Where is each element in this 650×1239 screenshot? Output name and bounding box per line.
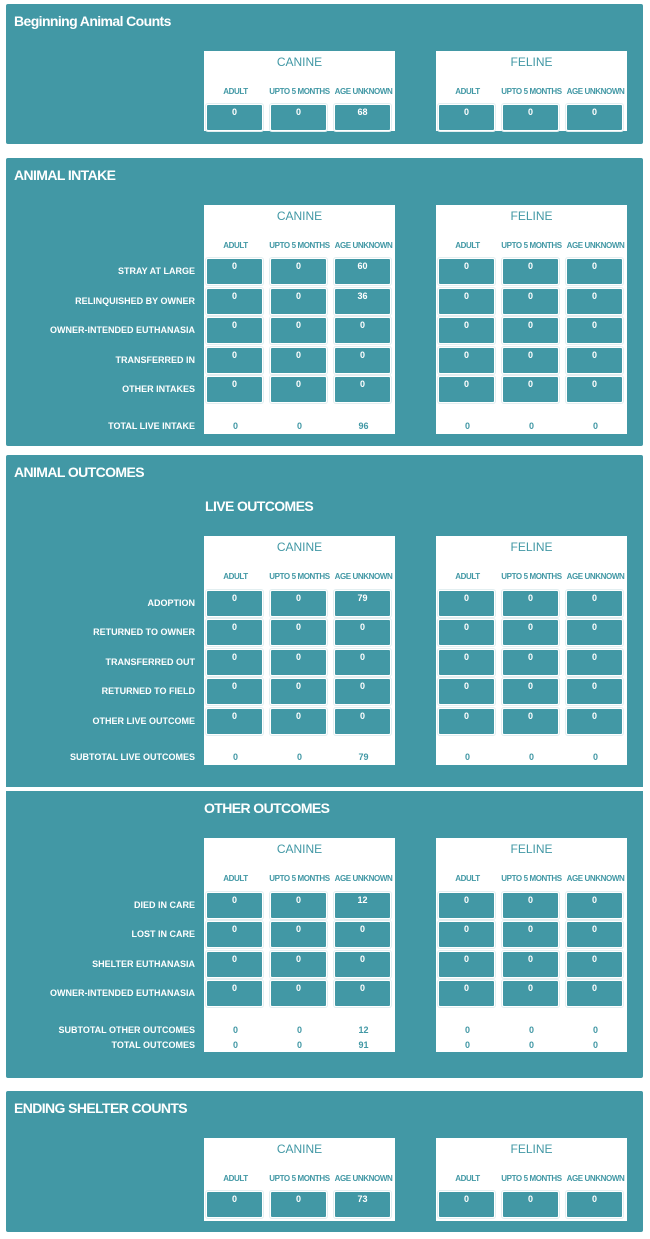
row-label: OTHER INTAKES bbox=[122, 384, 195, 394]
count-field[interactable]: 0 bbox=[566, 317, 623, 344]
count-field[interactable]: 0 bbox=[502, 104, 559, 131]
species-name: CANINE bbox=[276, 842, 323, 856]
total-value: 79 bbox=[358, 752, 369, 762]
count-field[interactable]: 0 bbox=[502, 288, 559, 315]
row-label: TRANSFERRED IN bbox=[115, 355, 195, 365]
count-field[interactable]: 12 bbox=[334, 892, 391, 919]
column-header: AGE UNKNOWN bbox=[334, 87, 393, 96]
count-field[interactable]: 0 bbox=[502, 708, 559, 735]
column-header: UPTO 5 MONTHS bbox=[269, 874, 330, 883]
canine-table bbox=[204, 536, 395, 765]
count-field[interactable]: 0 bbox=[206, 258, 263, 285]
row-label: STRAY AT LARGE bbox=[117, 266, 195, 276]
count-field[interactable]: 0 bbox=[438, 980, 495, 1007]
count-field[interactable]: 0 bbox=[270, 951, 327, 978]
count-field[interactable]: 0 bbox=[502, 921, 559, 948]
total-value: 0 bbox=[296, 1025, 302, 1035]
row-label: DIED IN CARE bbox=[133, 900, 195, 910]
species-name: FELINE bbox=[510, 209, 553, 223]
species-name: CANINE bbox=[276, 55, 323, 69]
column-header: AGE UNKNOWN bbox=[334, 874, 393, 883]
count-field[interactable]: 0 bbox=[502, 980, 559, 1007]
count-field[interactable]: 0 bbox=[566, 590, 623, 617]
column-header: UPTO 5 MONTHS bbox=[269, 572, 330, 581]
count-field[interactable]: 0 bbox=[502, 317, 559, 344]
count-field[interactable]: 0 bbox=[502, 590, 559, 617]
column-header: AGE UNKNOWN bbox=[566, 874, 625, 883]
section-divider bbox=[0, 787, 650, 791]
feline-table bbox=[436, 536, 627, 765]
count-field[interactable]: 0 bbox=[438, 921, 495, 948]
count-field[interactable]: 0 bbox=[270, 590, 327, 617]
row-label: ADOPTION bbox=[147, 598, 195, 608]
section-title: Beginning Animal Counts bbox=[14, 13, 171, 29]
count-field[interactable]: 0 bbox=[270, 258, 327, 285]
count-field[interactable]: 0 bbox=[206, 317, 263, 344]
column-header: ADULT bbox=[455, 874, 480, 883]
row-label: RETURNED TO OWNER bbox=[93, 627, 195, 637]
count-field[interactable]: 73 bbox=[334, 1191, 391, 1218]
species-name: FELINE bbox=[510, 842, 553, 856]
column-header: ADULT bbox=[455, 572, 480, 581]
count-field[interactable]: 79 bbox=[334, 590, 391, 617]
count-field[interactable]: 0 bbox=[502, 376, 559, 403]
count-field[interactable]: 0 bbox=[206, 951, 263, 978]
total-value: 91 bbox=[358, 1040, 369, 1050]
count-field[interactable]: 0 bbox=[270, 649, 327, 676]
count-field[interactable]: 0 bbox=[334, 649, 391, 676]
count-field[interactable]: 0 bbox=[502, 649, 559, 676]
count-field[interactable]: 0 bbox=[502, 258, 559, 285]
total-value: 0 bbox=[528, 752, 534, 762]
total-value: 0 bbox=[592, 1040, 598, 1050]
column-header: AGE UNKNOWN bbox=[566, 87, 625, 96]
total-label: TOTAL LIVE INTAKE bbox=[108, 421, 195, 431]
count-field[interactable]: 0 bbox=[566, 980, 623, 1007]
count-field[interactable]: 0 bbox=[334, 678, 391, 705]
count-field[interactable]: 0 bbox=[438, 892, 495, 919]
total-value: 0 bbox=[592, 752, 598, 762]
count-field[interactable]: 0 bbox=[206, 892, 263, 919]
row-label: OWNER-INTENDED EUTHANASIA bbox=[50, 988, 195, 998]
row-label: TRANSFERRED OUT bbox=[105, 657, 195, 667]
count-field[interactable]: 0 bbox=[502, 347, 559, 374]
total-label: TOTAL OUTCOMES bbox=[111, 1040, 195, 1050]
canine-table bbox=[204, 205, 395, 434]
count-field[interactable]: 0 bbox=[206, 708, 263, 735]
count-field[interactable]: 0 bbox=[334, 921, 391, 948]
total-value: 0 bbox=[232, 1025, 238, 1035]
canine-table bbox=[204, 1138, 395, 1221]
feline-table bbox=[436, 838, 627, 1052]
count-field[interactable]: 0 bbox=[502, 678, 559, 705]
total-value: 0 bbox=[592, 1025, 598, 1035]
column-header: AGE UNKNOWN bbox=[334, 572, 393, 581]
column-header: AGE UNKNOWN bbox=[566, 1174, 625, 1183]
total-value: 0 bbox=[296, 421, 302, 431]
count-field[interactable]: 0 bbox=[270, 892, 327, 919]
column-header: ADULT bbox=[223, 87, 248, 96]
count-field[interactable]: 0 bbox=[334, 619, 391, 646]
count-field[interactable]: 0 bbox=[270, 288, 327, 315]
total-value: 0 bbox=[296, 1040, 302, 1050]
column-header: ADULT bbox=[223, 874, 248, 883]
count-field[interactable]: 0 bbox=[438, 951, 495, 978]
count-field[interactable]: 0 bbox=[270, 921, 327, 948]
count-field[interactable]: 0 bbox=[206, 1191, 263, 1218]
count-field[interactable]: 0 bbox=[502, 951, 559, 978]
count-field[interactable]: 0 bbox=[438, 288, 495, 315]
count-field[interactable]: 0 bbox=[566, 649, 623, 676]
total-value: 0 bbox=[232, 1040, 238, 1050]
column-header: ADULT bbox=[455, 241, 480, 250]
species-name: FELINE bbox=[510, 540, 553, 554]
count-field[interactable]: 0 bbox=[566, 104, 623, 131]
column-header: AGE UNKNOWN bbox=[334, 241, 393, 250]
count-field[interactable]: 0 bbox=[270, 376, 327, 403]
section-title: ANIMAL OUTCOMES bbox=[14, 464, 144, 480]
total-value: 0 bbox=[464, 752, 470, 762]
section-title: ENDING SHELTER COUNTS bbox=[14, 1100, 188, 1116]
count-field[interactable]: 0 bbox=[502, 892, 559, 919]
total-value: 0 bbox=[528, 1025, 534, 1035]
count-field[interactable]: 0 bbox=[438, 376, 495, 403]
count-field[interactable]: 0 bbox=[270, 708, 327, 735]
count-field[interactable]: 0 bbox=[334, 376, 391, 403]
feline-table bbox=[436, 205, 627, 434]
column-header: UPTO 5 MONTHS bbox=[269, 87, 330, 96]
row-label: SHELTER EUTHANASIA bbox=[92, 959, 195, 969]
count-field[interactable]: 0 bbox=[566, 951, 623, 978]
count-field[interactable]: 0 bbox=[270, 347, 327, 374]
count-field[interactable]: 0 bbox=[438, 590, 495, 617]
count-field[interactable]: 0 bbox=[566, 892, 623, 919]
row-label: OTHER LIVE OUTCOME bbox=[92, 716, 195, 726]
species-name: CANINE bbox=[276, 209, 323, 223]
count-field[interactable]: 0 bbox=[206, 921, 263, 948]
row-label: RETURNED TO FIELD bbox=[101, 686, 195, 696]
count-field[interactable]: 60 bbox=[334, 258, 391, 285]
row-label: OWNER-INTENDED EUTHANASIA bbox=[50, 325, 195, 335]
species-name: CANINE bbox=[276, 1142, 323, 1156]
column-header: UPTO 5 MONTHS bbox=[501, 874, 562, 883]
count-field[interactable]: 0 bbox=[438, 649, 495, 676]
column-header: UPTO 5 MONTHS bbox=[269, 1174, 330, 1183]
count-field[interactable]: 0 bbox=[438, 104, 495, 131]
total-label: SUBTOTAL LIVE OUTCOMES bbox=[69, 752, 195, 762]
canine-table bbox=[204, 51, 395, 131]
column-header: UPTO 5 MONTHS bbox=[501, 1174, 562, 1183]
count-field[interactable]: 0 bbox=[270, 619, 327, 646]
count-field[interactable]: 0 bbox=[206, 104, 263, 131]
count-field[interactable]: 0 bbox=[270, 980, 327, 1007]
total-value: 0 bbox=[528, 421, 534, 431]
count-field[interactable]: 36 bbox=[334, 288, 391, 315]
total-value: 0 bbox=[592, 421, 598, 431]
feline-table bbox=[436, 1138, 627, 1221]
count-field[interactable]: 0 bbox=[438, 1191, 495, 1218]
feline-table bbox=[436, 51, 627, 131]
count-field[interactable]: 0 bbox=[270, 317, 327, 344]
count-field[interactable]: 0 bbox=[566, 347, 623, 374]
count-field[interactable]: 0 bbox=[206, 678, 263, 705]
total-value: 0 bbox=[232, 752, 238, 762]
count-field[interactable]: 0 bbox=[206, 288, 263, 315]
count-field[interactable]: 0 bbox=[502, 1191, 559, 1218]
count-field[interactable]: 68 bbox=[334, 104, 391, 131]
total-value: 0 bbox=[296, 752, 302, 762]
count-field[interactable]: 0 bbox=[438, 678, 495, 705]
count-field[interactable]: 0 bbox=[334, 708, 391, 735]
count-field[interactable]: 0 bbox=[270, 104, 327, 131]
count-field[interactable]: 0 bbox=[334, 317, 391, 344]
column-header: UPTO 5 MONTHS bbox=[269, 241, 330, 250]
column-header: ADULT bbox=[455, 87, 480, 96]
section-title: ANIMAL INTAKE bbox=[14, 167, 116, 183]
count-field[interactable]: 0 bbox=[206, 590, 263, 617]
count-field[interactable]: 0 bbox=[334, 951, 391, 978]
count-field[interactable]: 0 bbox=[566, 376, 623, 403]
count-field[interactable]: 0 bbox=[502, 619, 559, 646]
count-field[interactable]: 0 bbox=[270, 1191, 327, 1218]
count-field[interactable]: 0 bbox=[206, 649, 263, 676]
other-outcomes-title: OTHER OUTCOMES bbox=[204, 800, 330, 816]
column-header: AGE UNKNOWN bbox=[566, 572, 625, 581]
count-field[interactable]: 0 bbox=[206, 347, 263, 374]
count-field[interactable]: 0 bbox=[566, 258, 623, 285]
count-field[interactable]: 0 bbox=[438, 317, 495, 344]
column-header: ADULT bbox=[223, 241, 248, 250]
column-header: UPTO 5 MONTHS bbox=[501, 241, 562, 250]
total-value: 0 bbox=[528, 1040, 534, 1050]
row-label: LOST IN CARE bbox=[131, 929, 195, 939]
count-field[interactable]: 0 bbox=[566, 921, 623, 948]
total-value: 0 bbox=[464, 1025, 470, 1035]
canine-table bbox=[204, 838, 395, 1052]
column-header: ADULT bbox=[223, 572, 248, 581]
column-header: AGE UNKNOWN bbox=[334, 1174, 393, 1183]
total-value: 0 bbox=[232, 421, 238, 431]
count-field[interactable]: 0 bbox=[206, 980, 263, 1007]
count-field[interactable]: 0 bbox=[206, 376, 263, 403]
total-label: SUBTOTAL OTHER OUTCOMES bbox=[58, 1025, 195, 1035]
row-label: RELINQUISHED BY OWNER bbox=[75, 296, 195, 306]
total-value: 12 bbox=[358, 1025, 369, 1035]
count-field[interactable]: 0 bbox=[438, 258, 495, 285]
count-field[interactable]: 0 bbox=[438, 619, 495, 646]
species-name: CANINE bbox=[276, 540, 323, 554]
count-field[interactable]: 0 bbox=[566, 619, 623, 646]
species-name: FELINE bbox=[510, 1142, 553, 1156]
count-field[interactable]: 0 bbox=[334, 980, 391, 1007]
total-value: 0 bbox=[464, 421, 470, 431]
count-field[interactable]: 0 bbox=[438, 347, 495, 374]
count-field[interactable]: 0 bbox=[566, 708, 623, 735]
species-name: FELINE bbox=[510, 55, 553, 69]
live-outcomes-title: LIVE OUTCOMES bbox=[205, 498, 314, 514]
count-field[interactable]: 0 bbox=[334, 347, 391, 374]
column-header: UPTO 5 MONTHS bbox=[501, 572, 562, 581]
column-header: AGE UNKNOWN bbox=[566, 241, 625, 250]
count-field[interactable]: 0 bbox=[566, 678, 623, 705]
total-value: 96 bbox=[358, 421, 369, 431]
count-field[interactable]: 0 bbox=[566, 1191, 623, 1218]
column-header: UPTO 5 MONTHS bbox=[501, 87, 562, 96]
count-field[interactable]: 0 bbox=[566, 288, 623, 315]
count-field[interactable]: 0 bbox=[270, 678, 327, 705]
count-field[interactable]: 0 bbox=[206, 619, 263, 646]
column-header: ADULT bbox=[223, 1174, 248, 1183]
count-field[interactable]: 0 bbox=[438, 708, 495, 735]
total-value: 0 bbox=[464, 1040, 470, 1050]
column-header: ADULT bbox=[455, 1174, 480, 1183]
